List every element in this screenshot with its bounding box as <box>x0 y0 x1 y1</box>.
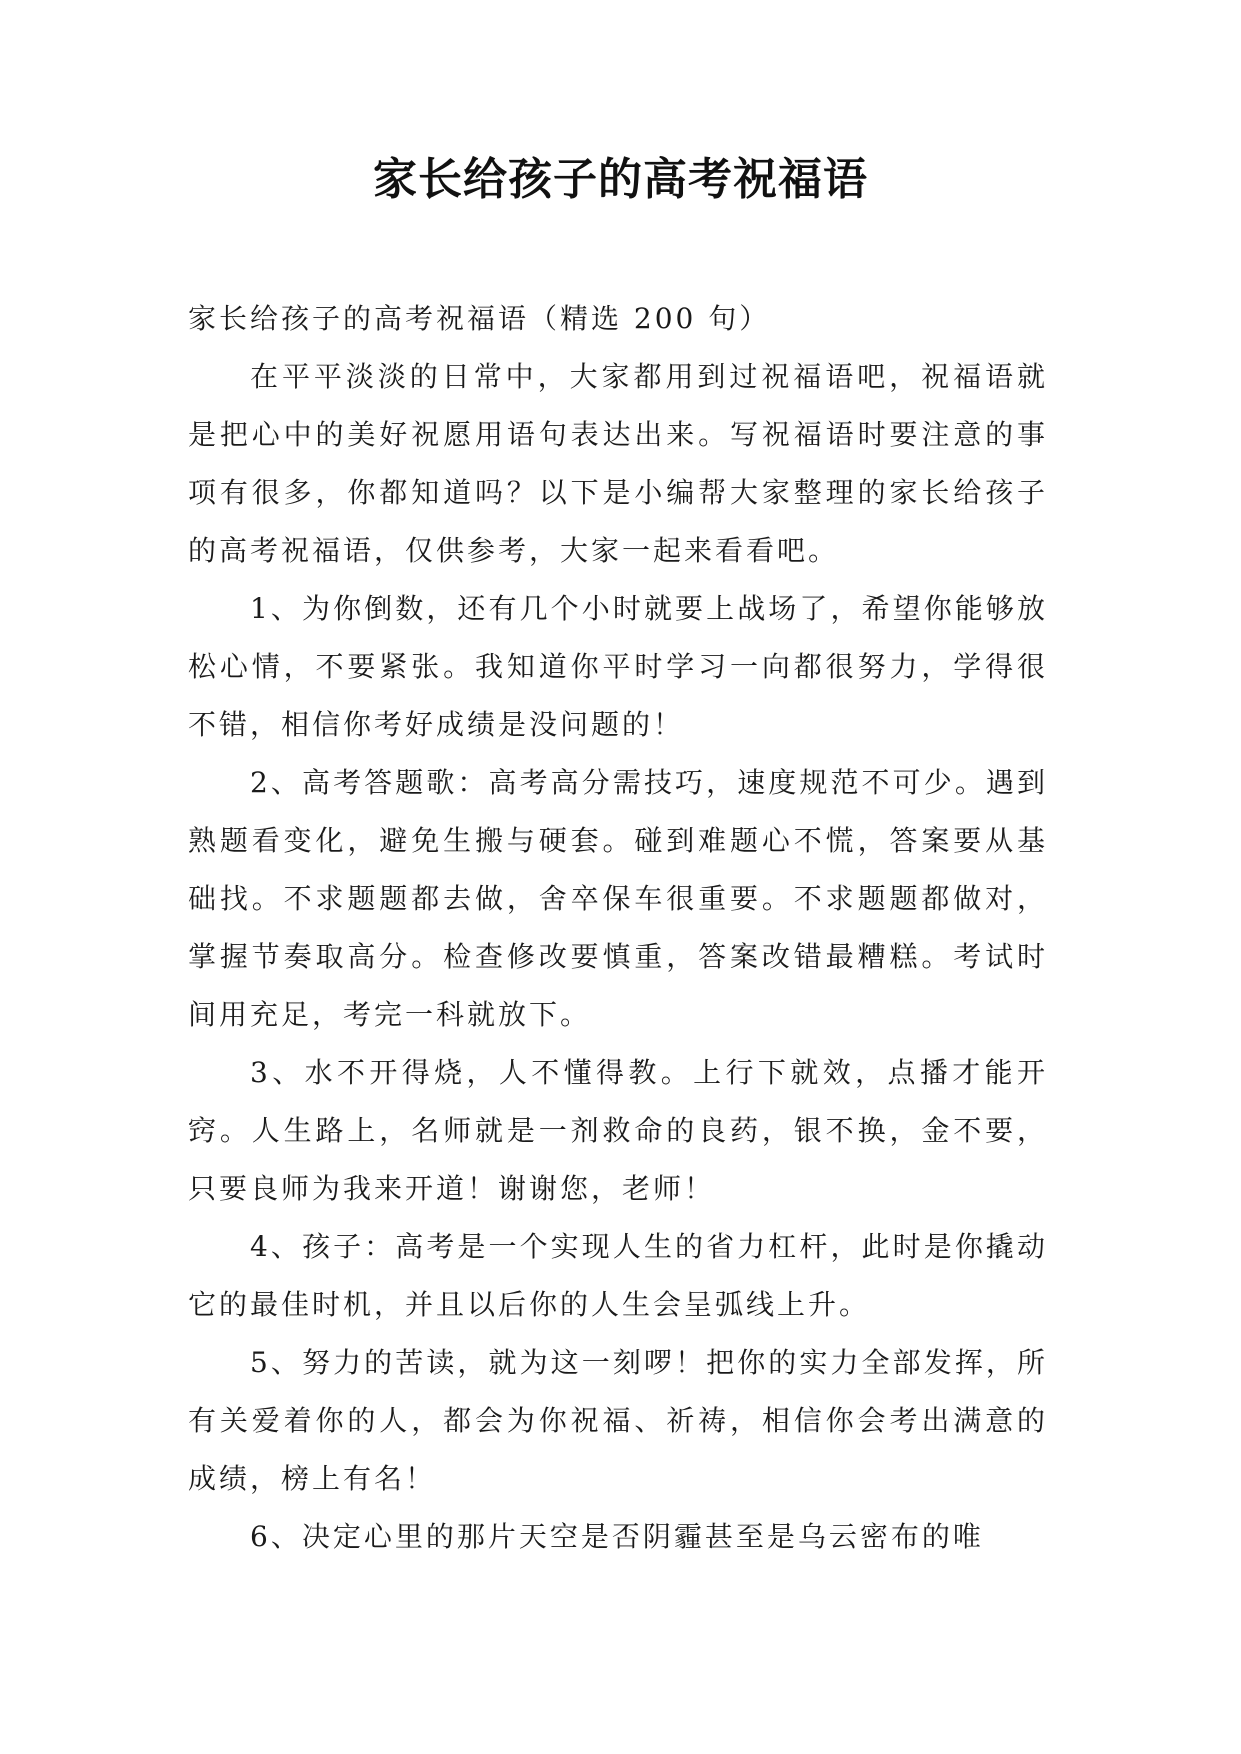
document-subtitle: 家长给孩子的高考祝福语（精选 200 句） <box>188 302 771 335</box>
blessing-item-1: 1、为你倒数，还有几个小时就要上战场了，希望你能够放松心情，不要紧张。我知道你平时学习一向都很努力，学得很不错，相信你考好成绩是没问题的！ <box>188 592 1048 741</box>
blessing-item-4: 4、孩子：高考是一个实现人生的省力杠杆，此时是你撬动它的最佳时机，并且以后你的人生会呈弧线上升。 <box>188 1230 1048 1321</box>
blessing-item-3: 3、水不开得烧，人不懂得教。上行下就效，点播才能开窍。人生路上，名师就是一剂救命的良药，银不换，金不要，只要良师为我来开道！谢谢您，老师！ <box>188 1056 1048 1205</box>
page-title: 家长给孩子的高考祝福语 <box>373 154 868 205</box>
intro-paragraph: 在平平淡淡的日常中，大家都用到过祝福语吧，祝福语就是把心中的美好祝愿用语句表达出来。写祝福语时要注意的事项有很多，你都知道吗？以下是小编帮大家整理的家长给孩子的高考祝福语，仅供参考，大家一起来看看吧。 <box>188 360 1048 567</box>
blessing-item-5: 5、努力的苦读，就为这一刻啰！把你的实力全部发挥，所有关爱着你的人，都会为你祝福、祈祷，相信你会考出满意的成绩，榜上有名！ <box>188 1346 1048 1495</box>
blessing-item-2: 2、高考答题歌：高考高分需技巧，速度规范不可少。遇到熟题看变化，避免生搬与硬套。碰到难题心不慌，答案要从基础找。不求题题都去做，舍卒保车很重要。不求题题都做对，掌握节奏取高分。检查修改要慎重，答案改错最糟糕。考试时间用充足，考完一科就放下。 <box>188 766 1048 1031</box>
blessing-item-6: 6、决定心里的那片天空是否阴霾甚至是乌云密布的唯 <box>250 1520 984 1553</box>
document-body <box>188 290 1048 1566</box>
